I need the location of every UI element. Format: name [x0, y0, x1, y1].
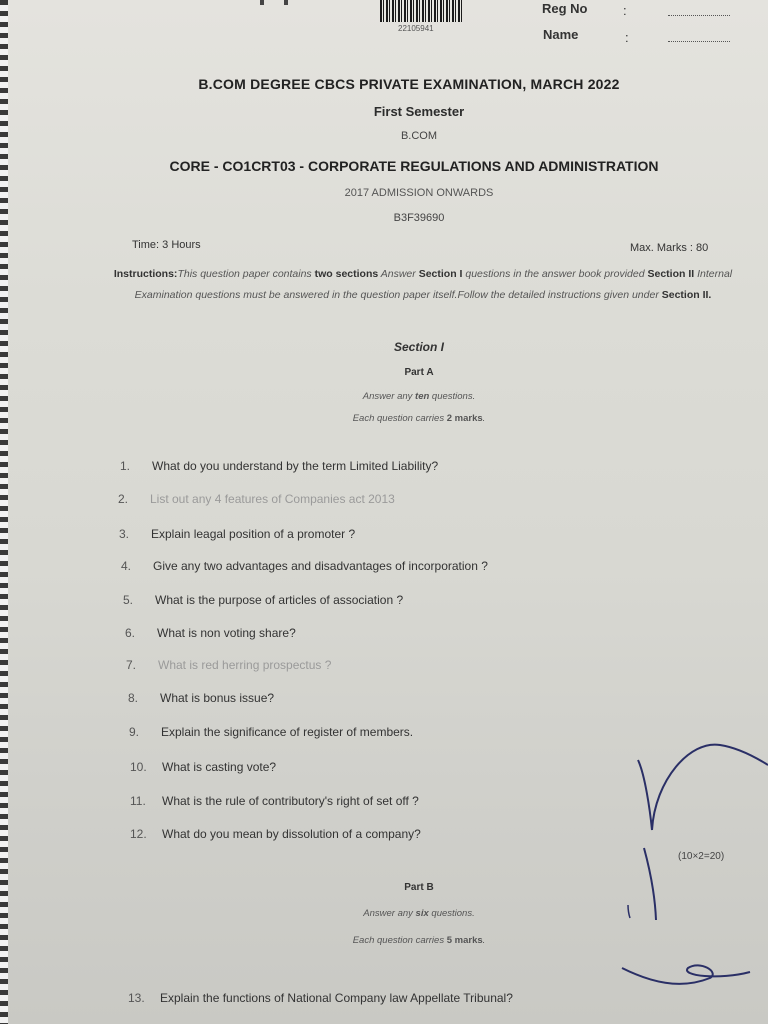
part-a-marks-note: Each question carries 2 marks. — [352, 413, 486, 424]
question-number: 9. — [129, 725, 140, 739]
question-number: 4. — [121, 559, 132, 573]
question-number: 12. — [130, 827, 147, 841]
question-number: 2. — [118, 492, 129, 506]
instructions-text: This question paper contains — [177, 268, 315, 280]
instructions-text: Answer — [378, 268, 419, 280]
question-text: Explain the functions of National Company law Appellate Tribunal? — [160, 991, 513, 1005]
question-text: Explain the significance of register of members. — [161, 725, 414, 739]
instructions-bold: Section I — [418, 268, 463, 280]
question-text: What is red herring prospectus ? — [158, 658, 332, 672]
question-number: 13. — [128, 991, 145, 1005]
part-b-marks-note: Each question carries 5 marks. — [352, 935, 486, 946]
reg-no-label: Reg No — [542, 1, 588, 16]
question-number: 1. — [120, 459, 131, 473]
semester: First Semester — [373, 104, 465, 119]
instructions — [98, 264, 748, 306]
degree: B.COM — [400, 130, 438, 142]
question-text: What is non voting share? — [157, 626, 296, 640]
instructions-bold: two sections — [314, 268, 379, 280]
question-number: 6. — [125, 626, 136, 640]
part-b-title: Part B — [404, 882, 434, 893]
exam-time: Time: 3 Hours — [132, 239, 201, 251]
name-colon: : — [625, 30, 629, 45]
print-mark — [260, 0, 264, 5]
part-b-answer-note: Answer any six questions. — [363, 908, 475, 919]
question-number: 7. — [126, 658, 137, 672]
reg-no-field — [668, 14, 730, 16]
section-title: Section I — [393, 340, 444, 354]
question-text: What do you understand by the term Limited Liability? — [152, 459, 439, 473]
question-text: List out any 4 features of Companies act 2013 — [150, 492, 395, 506]
question-text: Explain leagal position of a promoter ? — [151, 527, 356, 541]
question-text: What is bonus issue? — [160, 691, 275, 705]
question-text: What is the purpose of articles of association ? — [155, 593, 404, 607]
paper-code: B3F39690 — [393, 212, 445, 224]
print-mark — [284, 0, 288, 5]
name-label: Name — [543, 27, 579, 42]
barcode-number: 22105941 — [398, 24, 434, 33]
question-number: 3. — [119, 527, 130, 541]
reg-no-colon: : — [623, 3, 627, 18]
instructions-bold: Section II — [647, 268, 695, 280]
question-number: 5. — [123, 593, 134, 607]
max-marks: Max. Marks : 80 — [630, 242, 709, 254]
instructions-text: questions in the answer book provided — [462, 268, 648, 280]
barcode — [380, 0, 462, 22]
question-text: Give any two advantages and disadvantages of incorporation ? — [153, 559, 488, 573]
part-a-answer-note: Answer any ten questions. — [362, 391, 476, 402]
name-field — [668, 40, 730, 42]
handwritten-signature — [600, 720, 768, 1020]
instructions-text: Internal Examination questions must be answered in the question paper itself.Follow the detailed instructions given under — [134, 268, 733, 301]
exam-title: B.COM DEGREE CBCS PRIVATE EXAMINATION, MARCH 2022 — [198, 76, 620, 92]
question-number: 11. — [130, 794, 146, 808]
admission-note: 2017 ADMISSION ONWARDS — [344, 187, 494, 199]
question-text: What is the rule of contributory's right of set off ? — [162, 794, 419, 808]
question-text: What do you mean by dissolution of a company? — [162, 827, 421, 841]
question-number: 10. — [130, 760, 147, 774]
question-number: 8. — [128, 691, 139, 705]
question-text: What is casting vote? — [162, 760, 277, 774]
instructions-label: Instructions: — [113, 268, 178, 280]
course-title: CORE - CO1CRT03 - CORPORATE REGULATIONS AND ADMINISTRATION — [169, 158, 659, 174]
instructions-bold: Section II. — [661, 289, 712, 301]
part-a-title: Part A — [404, 367, 434, 378]
binding-edge — [0, 0, 8, 1024]
part-a-score: (10×2=20) — [678, 851, 725, 862]
